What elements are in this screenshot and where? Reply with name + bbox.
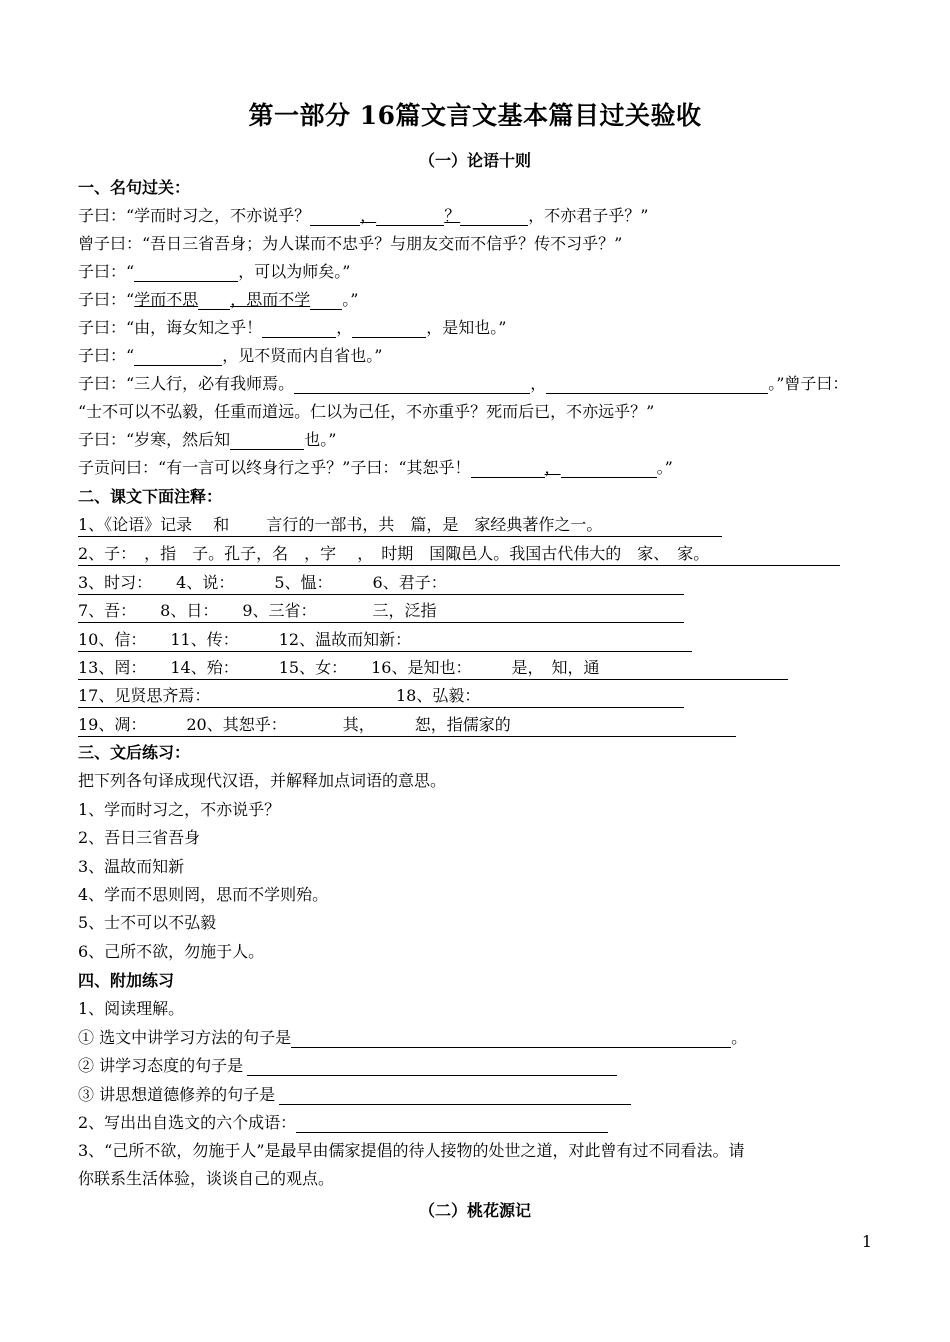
quote-text: 子曰：“由，诲女知之乎！ (78, 318, 263, 337)
exercise-item-1: 1、学而时习之，不亦说乎？ (78, 800, 281, 819)
page-title: 第一部分 16篇文言文基本篇目过关验收 (248, 101, 702, 130)
quote-text: 子曰：“学而时习之，不亦说乎？ (78, 206, 311, 225)
answer-blank[interactable] (230, 432, 304, 450)
answer-blank[interactable] (310, 208, 360, 226)
quote-line-9 (78, 430, 336, 450)
heading-famous-lines: 一、名句过关： (78, 178, 191, 197)
additional-item-2 (78, 1028, 747, 1048)
answer-blank[interactable] (291, 1030, 731, 1048)
quote-line-5 (78, 318, 506, 338)
quote-text: ，不亦君子乎？” (528, 206, 649, 225)
quote-text: ， (360, 206, 377, 225)
additional-item-6: 3、“己所不欲，勿施于人”是最早由儒家提倡的待人接物的处世之道，对此曾有过不同看法。请 (78, 1141, 745, 1160)
quote-text: 。”曾子曰： (768, 374, 849, 393)
answer-blank[interactable] (247, 1058, 617, 1076)
exercise-item-6: 6、己所不欲，勿施于人。 (78, 942, 265, 961)
quote-line-4 (78, 290, 358, 310)
note-text[interactable]: 19、凋： 20、其恕乎： 其， 恕，指儒家的 (78, 715, 736, 737)
exercise-item-4: 4、学而不思则罔，思而不学则殆。 (78, 885, 329, 904)
note-line-3 (78, 573, 684, 595)
answer-blank[interactable] (134, 348, 222, 366)
answer-blank[interactable] (310, 292, 342, 310)
question-text: ③ 讲思想道德修养的句子是 (78, 1085, 276, 1104)
quote-text: ， (336, 318, 353, 337)
exercise-item-3: 3、温故而知新 (78, 857, 185, 876)
question-text: 2、写出出自选文的六个成语： (78, 1113, 297, 1132)
quote-text: ， (530, 374, 547, 393)
quote-line-8: “士不可以不弘毅，任重而道远。仁以为己任，不亦重乎？死而后已，不亦远乎？” (78, 402, 655, 421)
answer-blank[interactable] (134, 264, 238, 282)
note-line-4 (78, 601, 684, 623)
exercise-intro: 把下列各句译成现代汉语，并解释加点词语的意思。 (78, 771, 447, 790)
quote-text: ，可以为师矣。” (238, 262, 351, 281)
note-text[interactable]: 1、《论语》记录 和 言行的一部书，共 篇，是 家经典著作之一。 (78, 515, 722, 537)
quote-text: ，思而不学 (230, 290, 311, 309)
quote-text: 子曰：“三人行，必有我师焉。 (78, 374, 295, 393)
note-line-1 (78, 515, 722, 537)
answer-blank[interactable] (279, 1087, 631, 1105)
answer-blank[interactable] (471, 460, 545, 478)
heading-additional: 四、附加练习 (78, 971, 175, 990)
quote-text: 子曰：“ (78, 346, 135, 365)
quote-line-10 (78, 458, 673, 478)
section-title-lunyu: （一）论语十则 (418, 151, 531, 170)
question-text: ② 讲学习态度的句子是 (78, 1056, 244, 1075)
question-text: ① 选文中讲学习方法的句子是 (78, 1028, 292, 1047)
additional-item-1: 1、阅读理解。 (78, 999, 185, 1018)
note-text[interactable]: 2、子： ，指 子。孔子，名 ，字 ， 时期 国陬邑人。我国古代伟大的 家、 家。 (78, 544, 840, 566)
heading-annotations: 二、课文下面注释： (78, 487, 223, 506)
quote-text: 也。” (304, 430, 337, 449)
quote-line-7 (78, 374, 848, 394)
note-text[interactable]: 7、吾： 8、日： 9、三省： 三，泛指 (78, 601, 684, 623)
question-text: 。 (731, 1028, 748, 1047)
answer-blank[interactable] (546, 376, 768, 394)
exercise-item-2: 2、吾日三省吾身 (78, 828, 201, 847)
additional-item-5 (78, 1113, 608, 1133)
section-title-taohuayuan: （二）桃花源记 (418, 1201, 531, 1220)
quote-text: 。” (656, 458, 673, 477)
note-text[interactable]: 13、罔： 14、殆： 15、女： 16、是知也： 是， 知，通 (78, 658, 788, 680)
answer-blank[interactable] (262, 320, 336, 338)
answer-blank[interactable] (198, 292, 230, 310)
quote-text: 子贡问曰：“有一言可以终身行之乎？”子曰：“其恕乎！ (78, 458, 471, 477)
quote-text: 子曰：“ (78, 262, 135, 281)
note-text[interactable]: 3、时习： 4、说： 5、愠： 6、君子： (78, 573, 684, 595)
note-text[interactable]: 18、弘毅： (396, 686, 684, 708)
note-line-6 (78, 658, 788, 680)
additional-item-3 (78, 1056, 617, 1076)
note-text[interactable]: 17、见贤思齐焉： (78, 686, 396, 708)
quote-line-1 (78, 206, 648, 226)
quote-text: ，是知也。” (426, 318, 507, 337)
quote-text: 学而不思 (134, 290, 199, 309)
heading-exercises: 三、文后练习： (78, 743, 191, 762)
quote-text: ？ (444, 206, 461, 225)
answer-blank[interactable] (352, 320, 426, 338)
exercise-item-5: 5、士不可以不弘毅 (78, 913, 217, 932)
quote-line-6 (78, 346, 382, 366)
quote-text: 。” (342, 290, 359, 309)
answer-blank[interactable] (294, 376, 530, 394)
note-line-8 (78, 715, 736, 737)
quote-text: ， (544, 458, 561, 477)
quote-line-3 (78, 262, 350, 282)
answer-blank[interactable] (296, 1115, 608, 1133)
quote-text: 子曰：“岁寒，然后知 (78, 430, 231, 449)
note-line-2 (78, 544, 840, 566)
quote-line-2: 曾子曰：“吾日三省吾身；为人谋而不忠乎？与朋友交而不信乎？传不习乎？” (78, 234, 623, 253)
quote-text: ，见不贤而内自省也。” (222, 346, 383, 365)
additional-item-7: 你联系生活体验，谈谈自己的观点。 (78, 1169, 335, 1188)
answer-blank[interactable] (460, 208, 528, 226)
note-line-7 (78, 686, 684, 708)
answer-blank[interactable] (561, 460, 657, 478)
quote-text: 子曰：“ (78, 290, 135, 309)
note-line-5 (78, 630, 692, 652)
additional-item-4 (78, 1085, 631, 1105)
note-text[interactable]: 10、信： 11、传： 12、温故而知新： (78, 630, 692, 652)
page-number: 1 (861, 1232, 872, 1251)
answer-blank[interactable] (376, 208, 444, 226)
